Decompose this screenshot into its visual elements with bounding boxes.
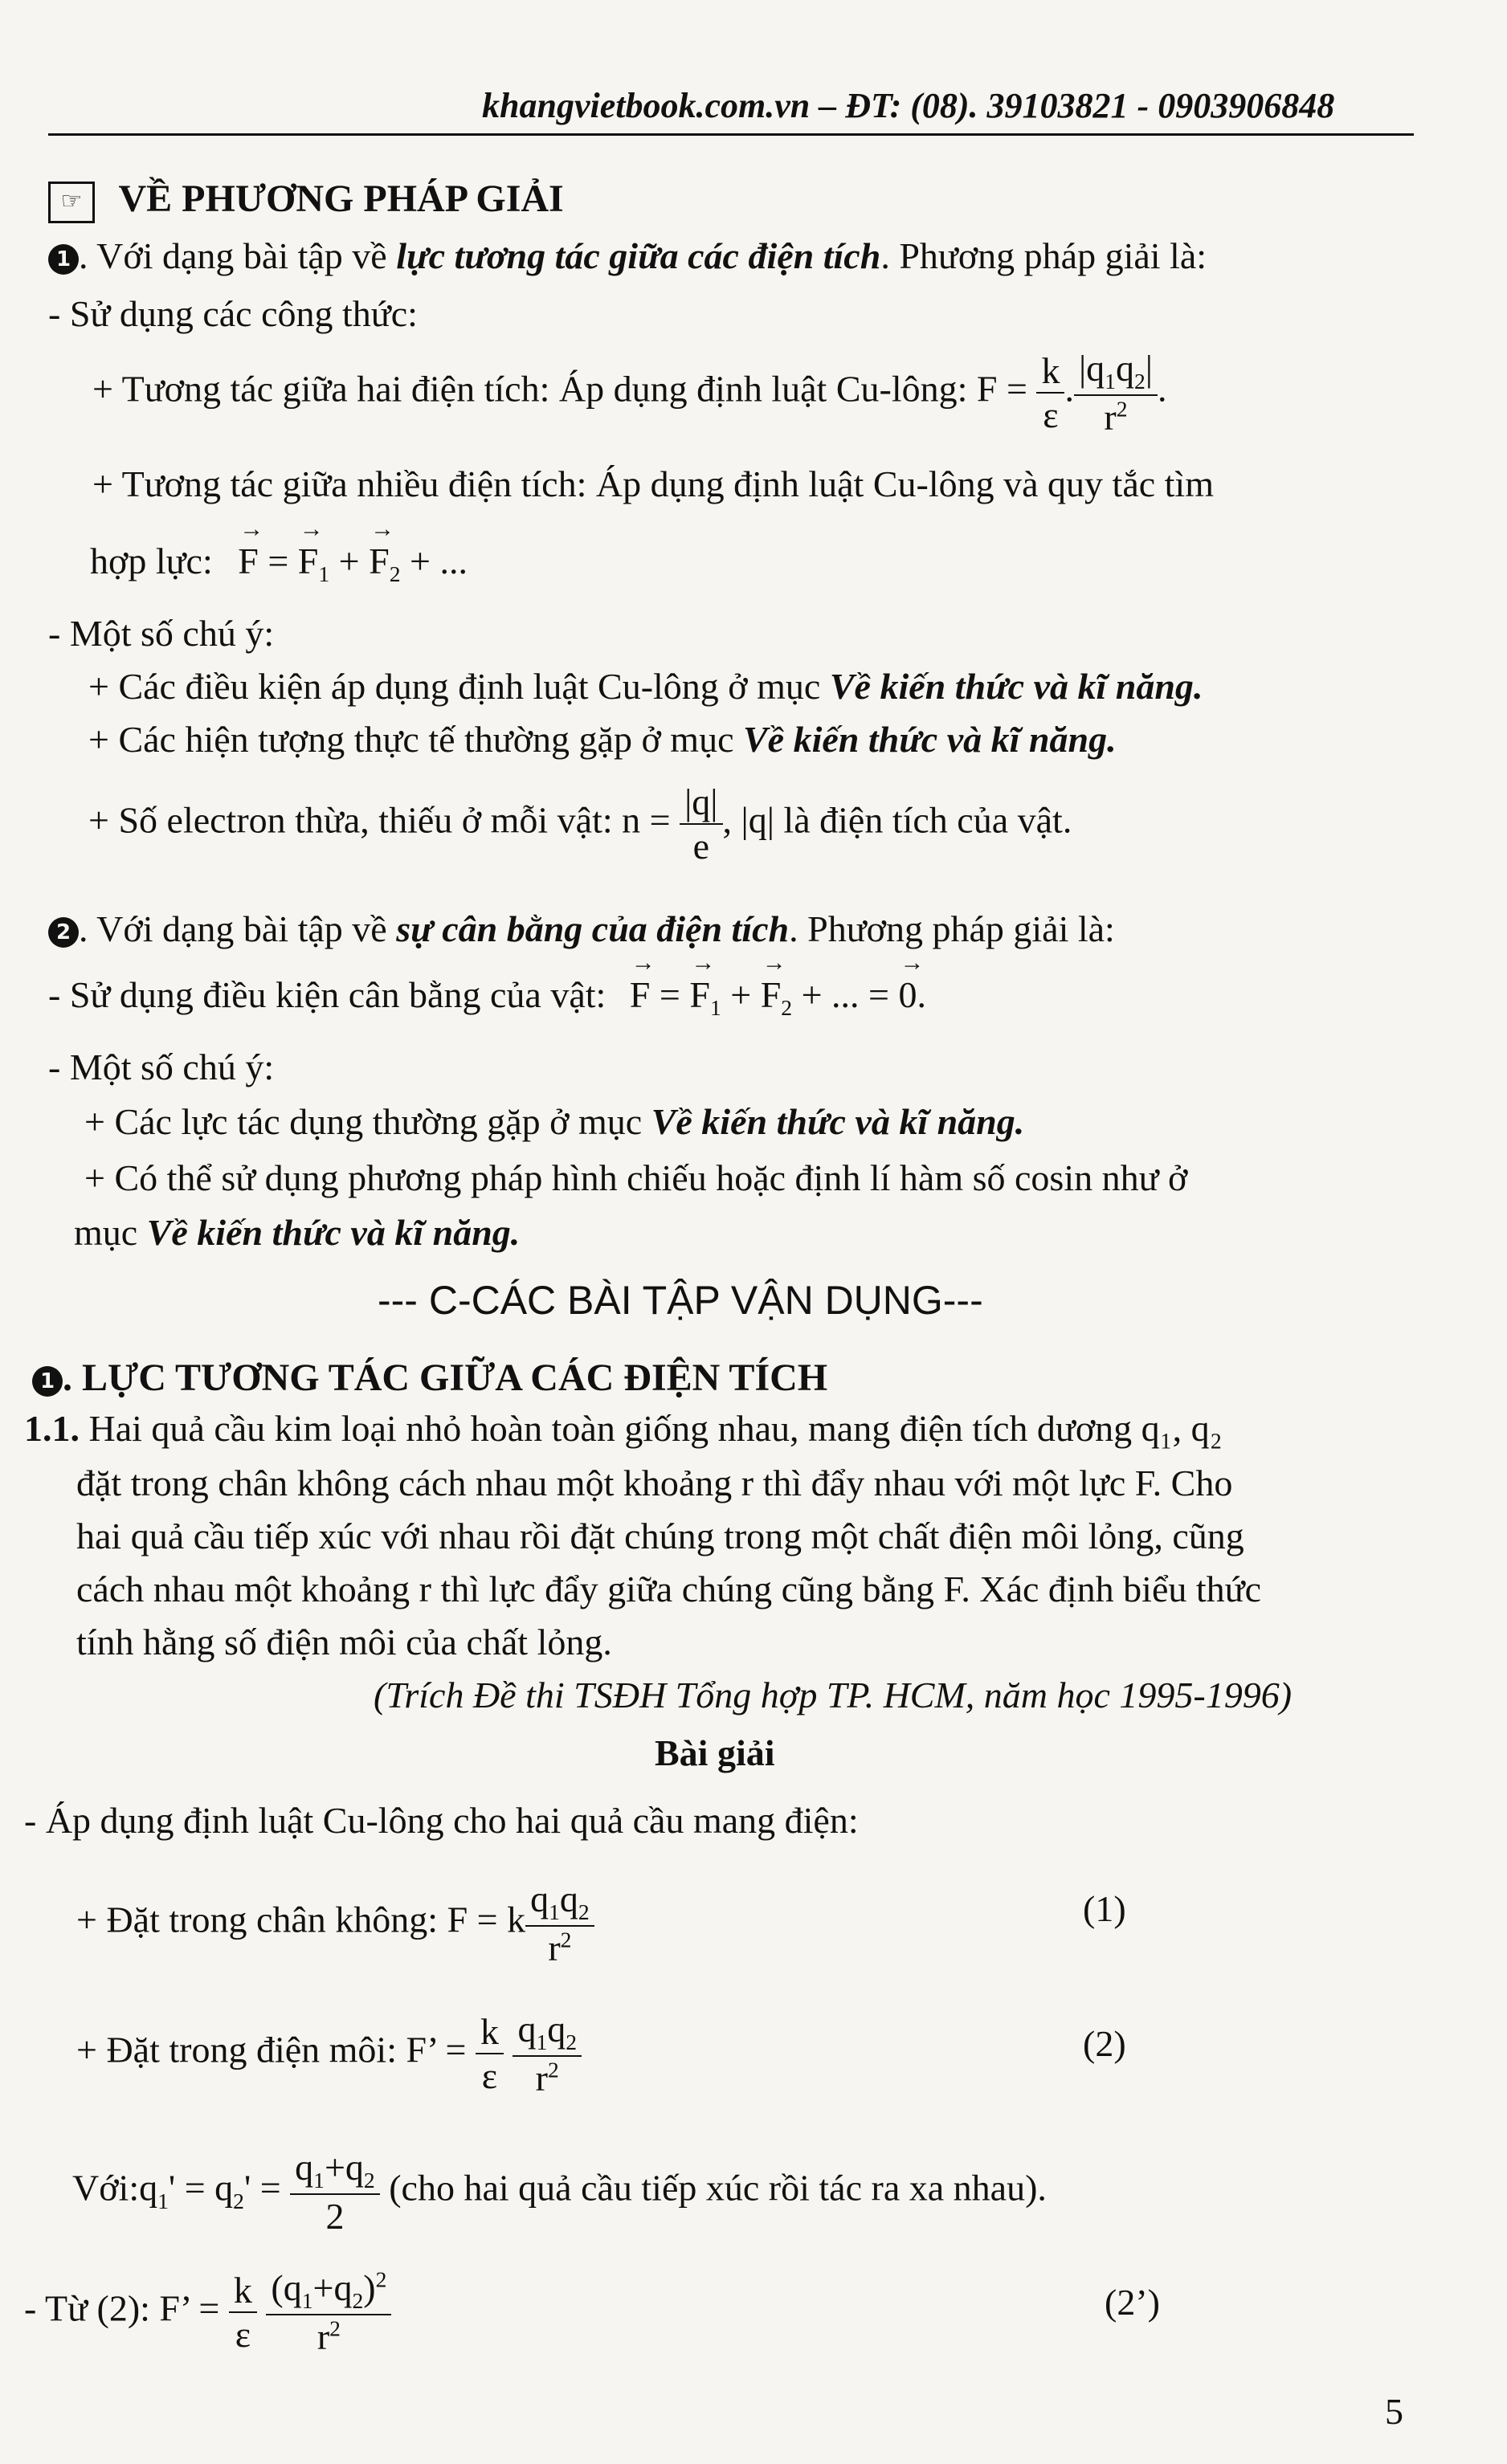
method-paragraph-1: 1 . Với dạng bài tập về lực tương tác giữa các điện tích. Phương pháp giải là:: [48, 235, 1207, 277]
equation-2-label: (2): [1083, 2023, 1126, 2064]
bullet-part1-icon: 1: [32, 1366, 63, 1397]
header-rule: [48, 133, 1414, 136]
dielectric-fraction-q: $\frac{q_1q_2}{r^2}$: [513, 2008, 582, 2099]
method-heading: [48, 177, 564, 223]
exercise-line-3: hai quả cầu tiếp xúc với nhau rồi đặt chúng trong một chất điện môi lỏng, cũng: [76, 1516, 1244, 1556]
exercise-line-2: đặt trong chân không cách nhau một khoảng r thì đẩy nhau với một lực F. Cho: [76, 1462, 1233, 1503]
electron-fraction: $\frac{|q|}{e}$: [680, 781, 722, 867]
two-charges-line: + Tương tác giữa hai điện tích: Áp dụng định luật Cu-lông: F = $\frac{k}{\varepsilon}$ . $\frac{|q_1q_2|}{r^2}$ .: [92, 348, 1167, 439]
part-1-heading: 1 . LỰC TƯƠNG TÁC GIỮA CÁC ĐIỆN TÍCH: [32, 1356, 827, 1400]
coulomb-fraction-q: $\frac{|q_1q_2|}{r^2}$: [1074, 347, 1158, 439]
use-formulas: - Sử dụng các công thức:: [48, 293, 418, 334]
exercise-line-4: cách nhau một khoảng r thì lực đẩy giữa chúng cũng bằng F. Xác định biểu thức: [76, 1569, 1262, 1609]
notes-heading: - Một số chú ý:: [48, 613, 275, 654]
solution-apply: - Áp dụng định luật Cu-lông cho hai quả cầu mang điện:: [24, 1800, 859, 1841]
note-4b: mục Về kiến thức và kĩ năng.: [74, 1212, 521, 1253]
vacuum-fraction: $\frac{q_1q_2}{r^2}$: [525, 1878, 594, 1969]
page-number: 5: [1385, 2391, 1403, 2432]
from2-fraction-q: $\frac{(q_1+q_2)^2}{r^2}$: [266, 2266, 391, 2358]
equation-2p-label: (2’): [1105, 2282, 1160, 2323]
note-4: + Có thể sử dụng phương pháp hình chiếu hoặc định lí hàm số cosin như ở: [84, 1157, 1188, 1198]
exercise-source: (Trích Đề thi TSĐH Tổng hợp TP. HCM, năm học 1995-1996): [374, 1675, 1293, 1715]
bullet-2-icon: 2: [48, 917, 79, 948]
many-charges-line-2: hợp lực: → F = → $F_1$ + → $F_2$ + ...: [90, 540, 468, 587]
exercise-line-1: 1.1. Hai quả cầu kim loại nhỏ hoàn toàn giống nhau, mang điện tích dương q₁, q₂: [24, 1408, 1223, 1449]
coulomb-fraction-k-eps: $\frac{k}{\varepsilon}$: [1036, 349, 1064, 436]
note-2: + Các hiện tượng thực tế thường gặp ở mục Về kiến thức và kĩ năng.: [88, 719, 1117, 760]
many-charges-line-1: + Tương tác giữa nhiều điện tích: Áp dụng định luật Cu-lông và quy tắc tìm: [92, 463, 1214, 504]
dielectric-fraction-k: $\frac{k}{\varepsilon}$: [476, 2010, 504, 2097]
equation-1-label: (1): [1083, 1888, 1126, 1929]
from2-fraction-k: $\frac{k}{\varepsilon}$: [229, 2269, 257, 2356]
notes2-heading: - Một số chú ý:: [48, 1046, 275, 1087]
contact-relation: $Với:q_1' = q_2'$ = $\frac{q_1+q_2}{2}$ (cho hai quả cầu tiếp xúc rồi tác ra xa nhau).: [72, 2147, 1047, 2238]
equilibrium-condition: - Sử dụng điều kiện cân bằng của vật: → F = → $F_1$ + → $F_2$ + ... = → 0.: [48, 973, 926, 1021]
exercise-line-5: tính hằng số điện môi của chất lỏng.: [76, 1622, 612, 1662]
electron-note: + Số electron thừa, thiếu ở mỗi vật: n = $\frac{|q|}{e}$ , |q| là điện tích của vật.: [88, 781, 1072, 867]
note-1: + Các điều kiện áp dụng định luật Cu-lông ở mục Về kiến thức và kĩ năng.: [88, 666, 1203, 707]
pointing-hand-icon: ☞: [48, 182, 95, 223]
vacuum-formula: + Đặt trong chân không: F = k $\frac{q_1q_2}{r^2}$: [76, 1878, 594, 1969]
method-paragraph-2: 2 . Với dạng bài tập về sự cân bằng của điện tích. Phương pháp giải là:: [48, 908, 1115, 950]
page-header: khangvietbook.com.vn – ĐT: (08). 39103821 - 0903906848: [482, 86, 1335, 125]
note-3: + Các lực tác dụng thường gặp ở mục Về kiến thức và kĩ năng.: [84, 1101, 1025, 1142]
from-eq2: - Từ (2): F’ = $\frac{k}{\varepsilon}$ $\frac{(q_1+q_2)^2}{r^2}$: [24, 2266, 391, 2358]
bullet-1-icon: 1: [48, 244, 79, 275]
method-title: VỀ PHƯƠNG PHÁP GIẢI: [118, 177, 564, 220]
dielectric-formula: + Đặt trong điện môi: F’ = $\frac{k}{\varepsilon}$ $\frac{q_1q_2}{r^2}$: [76, 2008, 582, 2099]
solution-title: Bài giải: [655, 1732, 775, 1773]
contact-fraction: $\frac{q_1+q_2}{2}$: [290, 2146, 380, 2238]
section-c-heading: --- C-CÁC BÀI TẬP VẬN DỤNG---: [378, 1278, 983, 1323]
